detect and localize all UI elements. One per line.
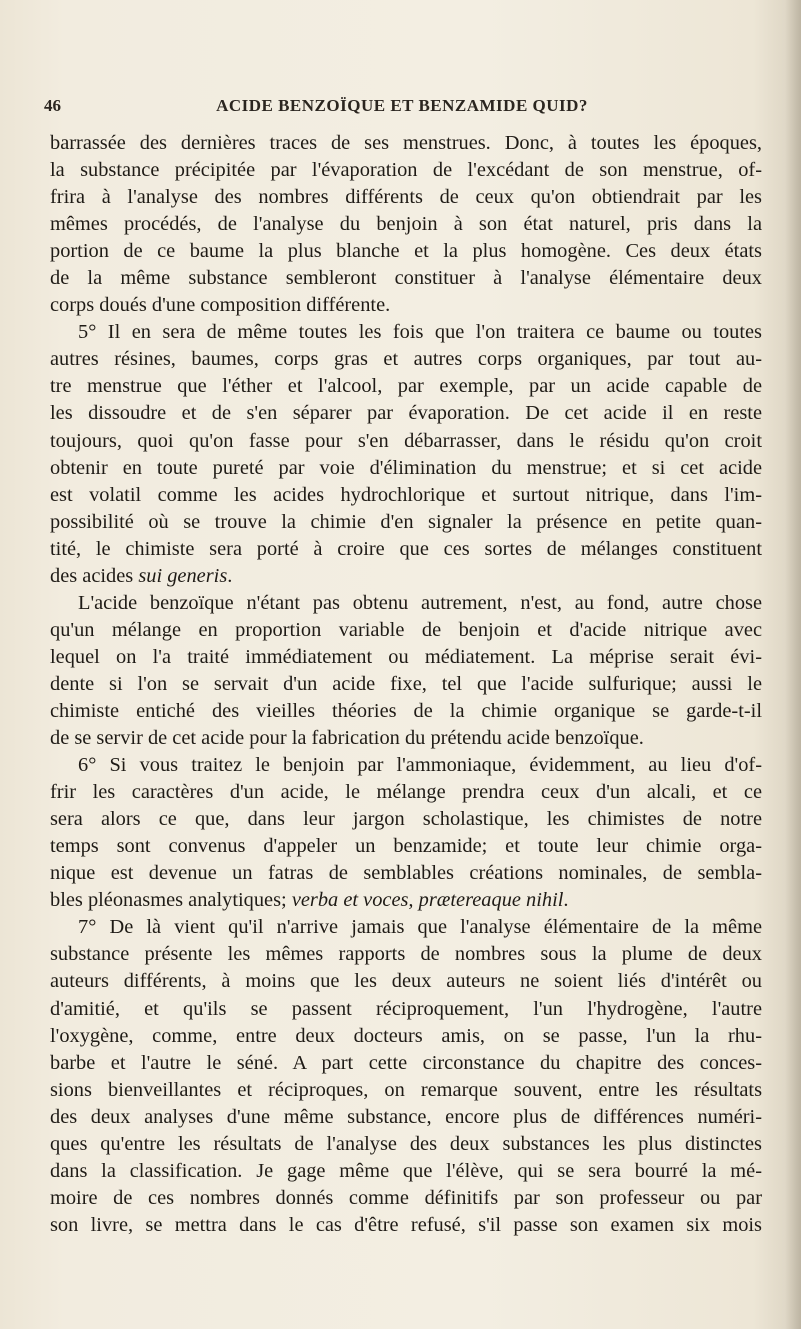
- text-line: nique est devenue un fatras de semblables créations nominales, de sembla-: [50, 862, 762, 885]
- text-line: son livre, se mettra dans le cas d'être refusé, s'il passe son examen six mois: [50, 1213, 762, 1236]
- text-line: frir les caractères d'un acide, le mélange prendra ceux d'un alcali, et ce: [50, 781, 762, 804]
- paragraph-1: [50, 130, 762, 319]
- page-number: 46: [44, 96, 61, 115]
- text-line: des deux analyses d'une même substance, encore plus de différences numéri-: [50, 1105, 762, 1128]
- text-line: 7° De là vient qu'il n'arrive jamais que l'analyse élémentaire de la même: [78, 916, 762, 939]
- text-line: barbe et l'autre le séné. A part cette circonstance du chapitre des conces-: [50, 1051, 762, 1074]
- text-line: obtenir en toute pureté par voie d'élimination du menstrue; et si cet acide: [50, 456, 762, 479]
- text-line: [50, 563, 762, 590]
- text-line: la substance précipitée par l'évaporation de l'excédant de son menstrue, of-: [50, 159, 762, 182]
- text-line: les dissoudre et de s'en séparer par évaporation. De cet acide il en reste: [50, 402, 762, 425]
- text-line: dente si l'on se servait d'un acide fixe, tel que l'acide sulfurique; aussi le: [50, 672, 762, 695]
- text-line: auteurs différents, à moins que les deux auteurs ne soient liés d'intérêt ou: [50, 970, 762, 993]
- text-line: tre menstrue que l'éther et l'alcool, par exemple, par un acide capable de: [50, 375, 762, 398]
- text-line: mêmes procédés, de l'analyse du benjoin à son état naturel, pris dans la: [50, 213, 762, 236]
- text-line: substance présente les mêmes rapports de nombres sous la plume de deux: [50, 943, 762, 966]
- text-line: chimiste entiché des vieilles théories de la chimie organique se garde-t-il: [50, 699, 762, 722]
- text-line: sera alors ce que, dans leur jargon scholastique, les chimistes de notre: [50, 808, 762, 831]
- text-run: des acides: [50, 564, 139, 587]
- text-line: portion de ce baume la plus blanche et la plus homogène. Ces deux états: [50, 240, 762, 263]
- paragraph-4: [50, 752, 762, 914]
- text-line: de se servir de cet acide pour la fabrication du prétendu acide benzoïque.: [50, 727, 644, 750]
- text-line: moire de ces nombres donnés comme définitifs par son professeur ou par: [50, 1186, 762, 1209]
- text-line: de la même substance sembleront constituer à l'analyse élémentaire deux: [50, 267, 762, 290]
- text-line: l'oxygène, comme, entre deux docteurs amis, on se passe, l'un la rhu-: [50, 1024, 762, 1047]
- paragraph-3: [50, 590, 762, 752]
- body-text: [50, 130, 762, 1239]
- paragraph-2: [50, 319, 762, 589]
- italic-phrase: sui generis: [138, 564, 228, 587]
- italic-phrase: verba et voces, prætereaque nihil: [291, 889, 564, 912]
- text-line: [50, 887, 762, 914]
- text-line: L'acide benzoïque n'étant pas obtenu autrement, n'est, au fond, autre chose: [78, 591, 762, 614]
- text-line: est volatil comme les acides hydrochlorique et surtout nitrique, dans l'im-: [50, 483, 762, 506]
- text-line: dans la classification. Je gage même que l'élève, qui se sera bourré la mé-: [50, 1159, 762, 1182]
- text-line: tité, le chimiste sera porté à croire que ces sortes de mélanges constituent: [50, 537, 762, 560]
- text-line: temps sont convenus d'appeler un benzamide; et toute leur chimie orga-: [50, 835, 762, 858]
- text-line: 6° Si vous traitez le benjoin par l'ammoniaque, évidemment, au lieu d'of-: [78, 754, 762, 777]
- text-line: d'amitié, et qu'ils se passent réciproquement, l'un l'hydrogène, l'autre: [50, 997, 762, 1020]
- text-line: frira à l'analyse des nombres différents de ceux qu'on obtiendrait par les: [50, 186, 762, 209]
- text-line: toujours, quoi qu'on fasse pour s'en débarrasser, dans le résidu qu'on croit: [50, 429, 762, 452]
- text-line: barrassée des dernières traces de ses menstrues. Donc, à toutes les époques,: [50, 132, 762, 154]
- text-run: .: [227, 564, 233, 587]
- text-line: autres résines, baumes, corps gras et autres corps organiques, par tout au-: [50, 348, 762, 371]
- running-title: ACIDE BENZOÏQUE ET BENZAMIDE QUID?: [216, 96, 588, 115]
- text-line: possibilité où se trouve la chimie d'en signaler la présence en petite quan-: [50, 510, 762, 533]
- text-line: 5° Il en sera de même toutes les fois que l'on traitera ce baume ou toutes: [78, 321, 762, 344]
- text-line: lequel on l'a traité immédiatement ou médiatement. La méprise serait évi-: [50, 645, 762, 668]
- page-edge-shadow: [785, 0, 801, 1329]
- text-line: corps doués d'une composition différente.: [50, 294, 391, 317]
- paragraph-5: [50, 914, 762, 1239]
- text-run: .: [563, 889, 569, 912]
- text-line: ques qu'entre les résultats de l'analyse des deux substances les plus distinctes: [50, 1132, 762, 1155]
- text-line: qu'un mélange en proportion variable de benjoin et d'acide nitrique avec: [50, 618, 762, 641]
- text-line: sions bienveillantes et réciproques, on remarque souvent, entre les résultats: [50, 1078, 762, 1101]
- text-run: bles pléonasmes analytiques;: [50, 889, 292, 912]
- page-header: [44, 96, 760, 120]
